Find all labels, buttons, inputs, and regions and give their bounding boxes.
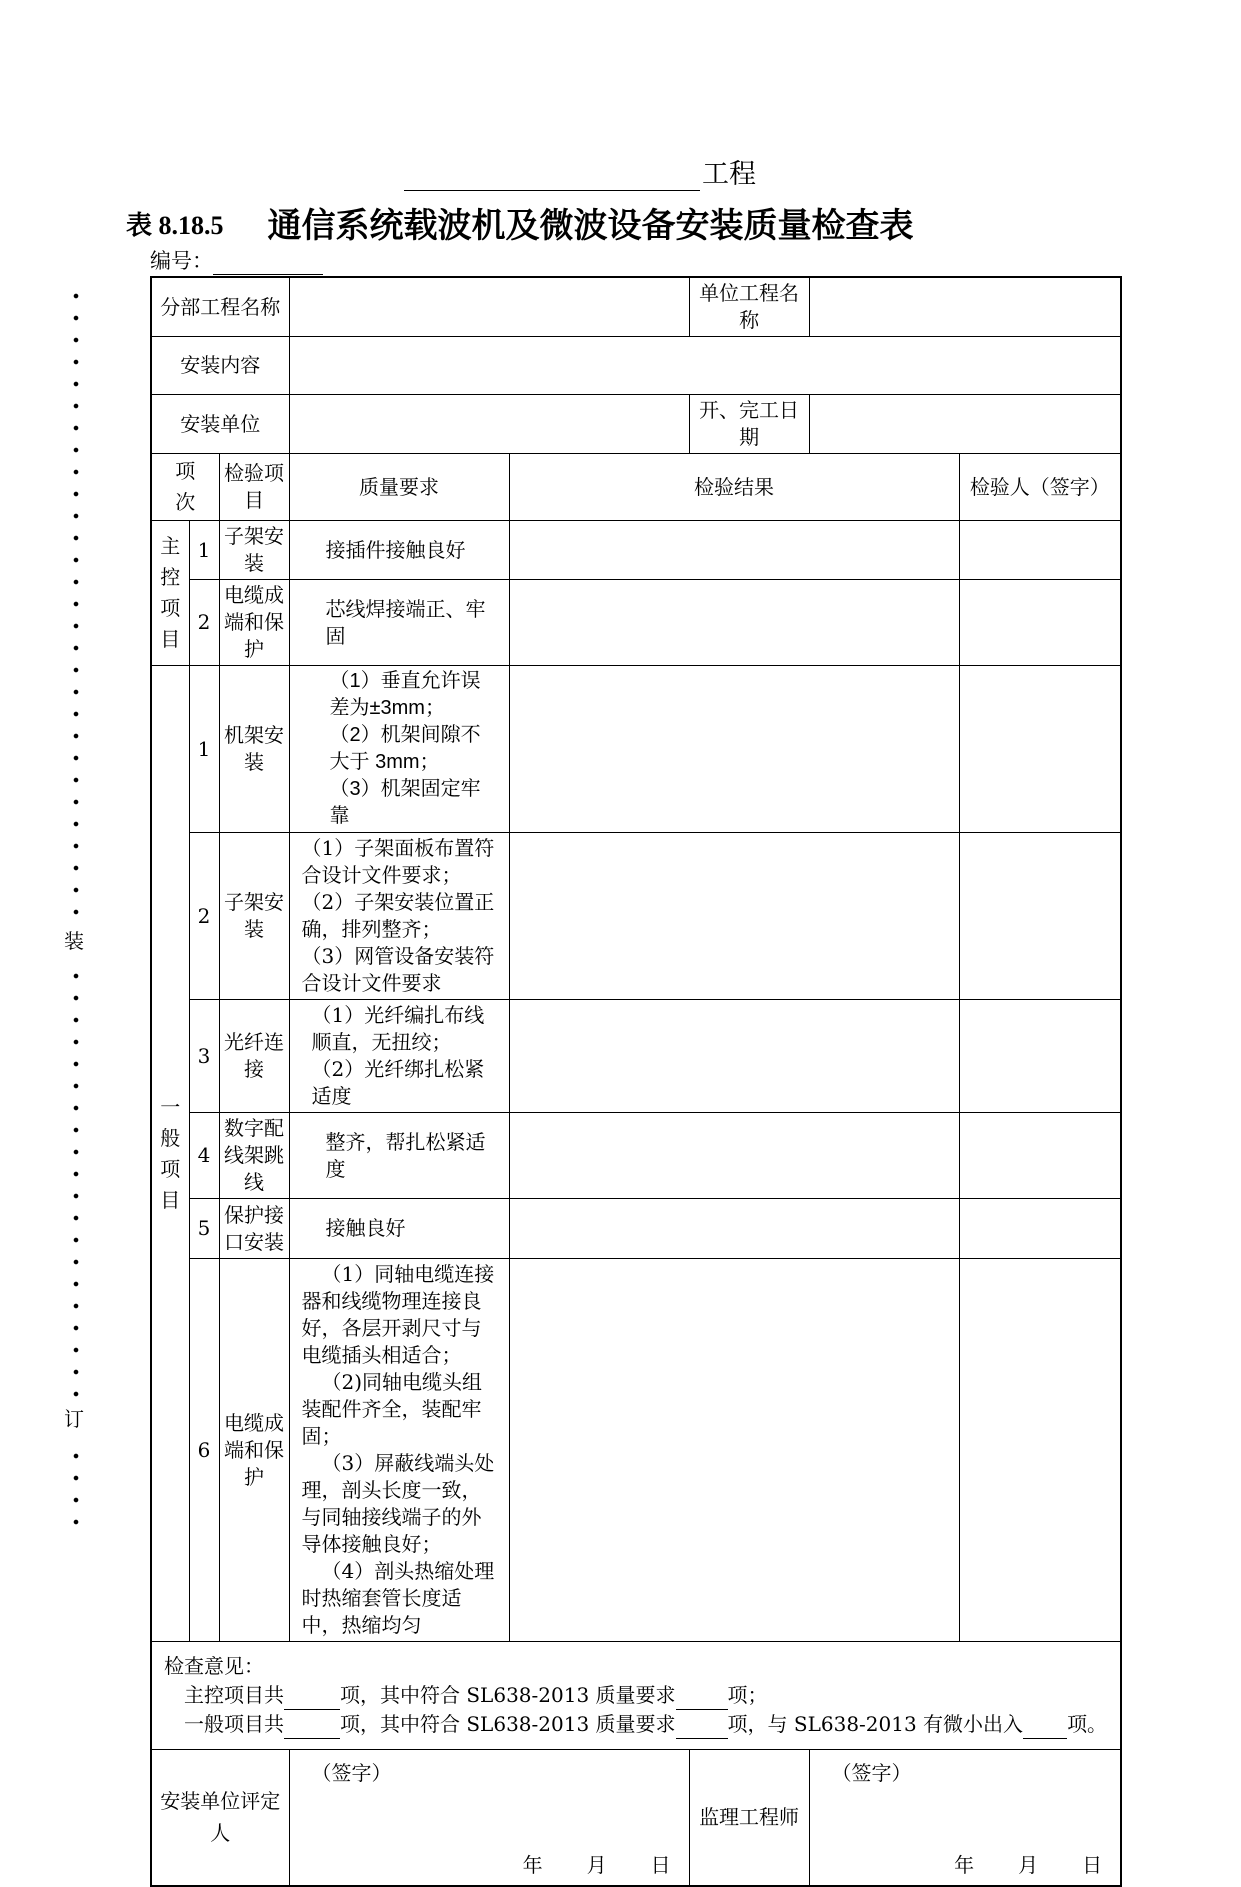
general-minor-blank[interactable] xyxy=(1023,1718,1067,1739)
inspector-cell[interactable] xyxy=(959,1259,1121,1642)
page-title xyxy=(126,198,914,247)
general-row-4 xyxy=(151,1113,1121,1199)
result-cell[interactable] xyxy=(509,1199,959,1259)
general-row-6 xyxy=(151,1259,1121,1642)
main-group-label: 主控项目 xyxy=(151,521,189,666)
info-row-2 xyxy=(151,337,1121,395)
result-cell[interactable] xyxy=(509,521,959,580)
row-number: 4 xyxy=(189,1113,219,1199)
result-cell[interactable] xyxy=(509,666,959,833)
requirement: （1）光纤编扎布线顺直，无扭绞； （2）光纤绑扎松紧适度 xyxy=(289,1000,509,1113)
sign-hint: （签字） xyxy=(831,1761,912,1785)
item-name: 机架安装 xyxy=(219,666,289,833)
item-name: 数字配线架跳线 xyxy=(219,1113,289,1199)
col-item: 检验项目 xyxy=(219,454,289,521)
main-pass-blank[interactable] xyxy=(676,1689,728,1710)
sign-date: 年 月 日 xyxy=(522,1852,671,1877)
inspector-cell[interactable] xyxy=(959,580,1121,666)
row-number: 3 xyxy=(189,1000,219,1113)
row-number: 1 xyxy=(189,521,219,580)
column-header-row xyxy=(151,454,1121,521)
result-cell[interactable] xyxy=(509,1113,959,1199)
binding-char-ding: 订 xyxy=(64,1407,84,1431)
row-number: 2 xyxy=(189,580,219,666)
requirement: 接插件接触良好 xyxy=(289,521,509,580)
project-name-line xyxy=(404,152,756,191)
general-row-5 xyxy=(151,1199,1121,1259)
inspector-cell[interactable] xyxy=(959,833,1121,1000)
serial-label: 编号： xyxy=(150,249,213,273)
info-row-1 xyxy=(151,277,1121,337)
project-name-blank[interactable] xyxy=(404,162,700,191)
installer-value[interactable] xyxy=(289,395,689,454)
requirement: 整齐，帮扎松紧适度 xyxy=(289,1113,509,1199)
requirement: （1）垂直允许误差为±3mm； （2）机架间隙不大于 3mm； （3）机架固定牢靠 xyxy=(289,666,509,833)
item-name: 电缆成端和保护 xyxy=(219,580,289,666)
col-result: 检验结果 xyxy=(509,454,959,521)
unit-project-value[interactable] xyxy=(809,277,1121,337)
inspector-cell[interactable] xyxy=(959,666,1121,833)
requirement: （1）子架面板布置符合设计文件要求； （2）子架安装位置正确，排列整齐； （3）网管设备安装符合设计文件要求 xyxy=(289,833,509,1000)
row-number: 1 xyxy=(189,666,219,833)
result-cell[interactable] xyxy=(509,1259,959,1642)
sub-project-label: 分部工程名称 xyxy=(151,277,289,337)
requirement: （1）同轴电缆连接器和线缆物理连接良好，各层开剥尺寸与电缆插头相适合； （2)同轴电缆头组装配件齐全，装配牢固； （3）屏蔽线端头处理，剖头长度一致，与同轴接线端子的外导体接触良好； （4）剖头热缩处理时热缩套管长度适中，热缩均匀 xyxy=(289,1259,509,1642)
requirement: 接触良好 xyxy=(289,1199,509,1259)
opinion-row xyxy=(151,1642,1121,1750)
installer-signature-cell[interactable] xyxy=(289,1750,689,1886)
content-label: 安装内容 xyxy=(151,337,289,395)
item-name: 电缆成端和保护 xyxy=(219,1259,289,1642)
date-value[interactable] xyxy=(809,395,1121,454)
binding-dots-top xyxy=(72,285,80,925)
main-total-blank[interactable] xyxy=(284,1689,340,1710)
info-row-3 xyxy=(151,395,1121,454)
result-cell[interactable] xyxy=(509,580,959,666)
content-value[interactable] xyxy=(289,337,1121,395)
serial-number xyxy=(150,245,323,275)
general-pass-blank[interactable] xyxy=(676,1718,728,1739)
sign-hint: （签字） xyxy=(311,1761,392,1785)
col-index: 项次 xyxy=(151,454,219,521)
row-number: 6 xyxy=(189,1259,219,1642)
row-number: 5 xyxy=(189,1199,219,1259)
result-cell[interactable] xyxy=(509,1000,959,1113)
inspector-cell[interactable] xyxy=(959,1113,1121,1199)
inspection-opinion xyxy=(151,1642,1121,1750)
opinion-general-line: 一般项目共 项，其中符合 SL638-2013 质量要求 项，与 SL638-2013 有微小出入 项。 xyxy=(164,1710,1108,1739)
general-row-2 xyxy=(151,833,1121,1000)
serial-blank[interactable] xyxy=(213,254,323,275)
item-name: 子架安装 xyxy=(219,521,289,580)
item-name: 保护接口安装 xyxy=(219,1199,289,1259)
result-cell[interactable] xyxy=(509,833,959,1000)
installer-assessor-label: 安装单位评定人 xyxy=(151,1750,289,1886)
sub-project-value[interactable] xyxy=(289,277,689,337)
title-text: 通信系统载波机及微波设备安装质量检查表 xyxy=(267,206,914,246)
supervisor-label: 监理工程师 xyxy=(689,1750,809,1886)
inspection-table xyxy=(150,276,1122,1887)
table-number: 表 8.18.5 xyxy=(126,211,224,240)
inspector-cell[interactable] xyxy=(959,521,1121,580)
item-name: 光纤连接 xyxy=(219,1000,289,1113)
general-total-blank[interactable] xyxy=(284,1718,340,1739)
general-group-label: 一般项目 xyxy=(151,666,189,1642)
col-inspector: 检验人（签字） xyxy=(959,454,1121,521)
opinion-main-line: 主控项目共 项，其中符合 SL638-2013 质量要求 项； xyxy=(164,1681,1108,1710)
requirement: 芯线焊接端正、牢固 xyxy=(289,580,509,666)
inspector-cell[interactable] xyxy=(959,1199,1121,1259)
binding-dots-bottom xyxy=(72,1445,80,1525)
item-name: 子架安装 xyxy=(219,833,289,1000)
project-suffix: 工程 xyxy=(702,159,756,190)
installer-label: 安装单位 xyxy=(151,395,289,454)
main-row-2 xyxy=(151,580,1121,666)
opinion-label: 检查意见： xyxy=(164,1654,264,1678)
general-row-1 xyxy=(151,666,1121,833)
supervisor-signature-cell[interactable] xyxy=(809,1750,1121,1886)
signoff-row xyxy=(151,1750,1121,1886)
binding-margin xyxy=(60,285,92,1525)
main-row-1 xyxy=(151,521,1121,580)
sign-date: 年 月 日 xyxy=(954,1852,1103,1877)
binding-char-zhuang: 装 xyxy=(64,929,84,953)
row-number: 2 xyxy=(189,833,219,1000)
general-row-3 xyxy=(151,1000,1121,1113)
binding-dots-middle xyxy=(72,965,80,1405)
col-requirement: 质量要求 xyxy=(289,454,509,521)
inspector-cell[interactable] xyxy=(959,1000,1121,1113)
date-label: 开、完工日期 xyxy=(689,395,809,454)
unit-project-label: 单位工程名称 xyxy=(689,277,809,337)
